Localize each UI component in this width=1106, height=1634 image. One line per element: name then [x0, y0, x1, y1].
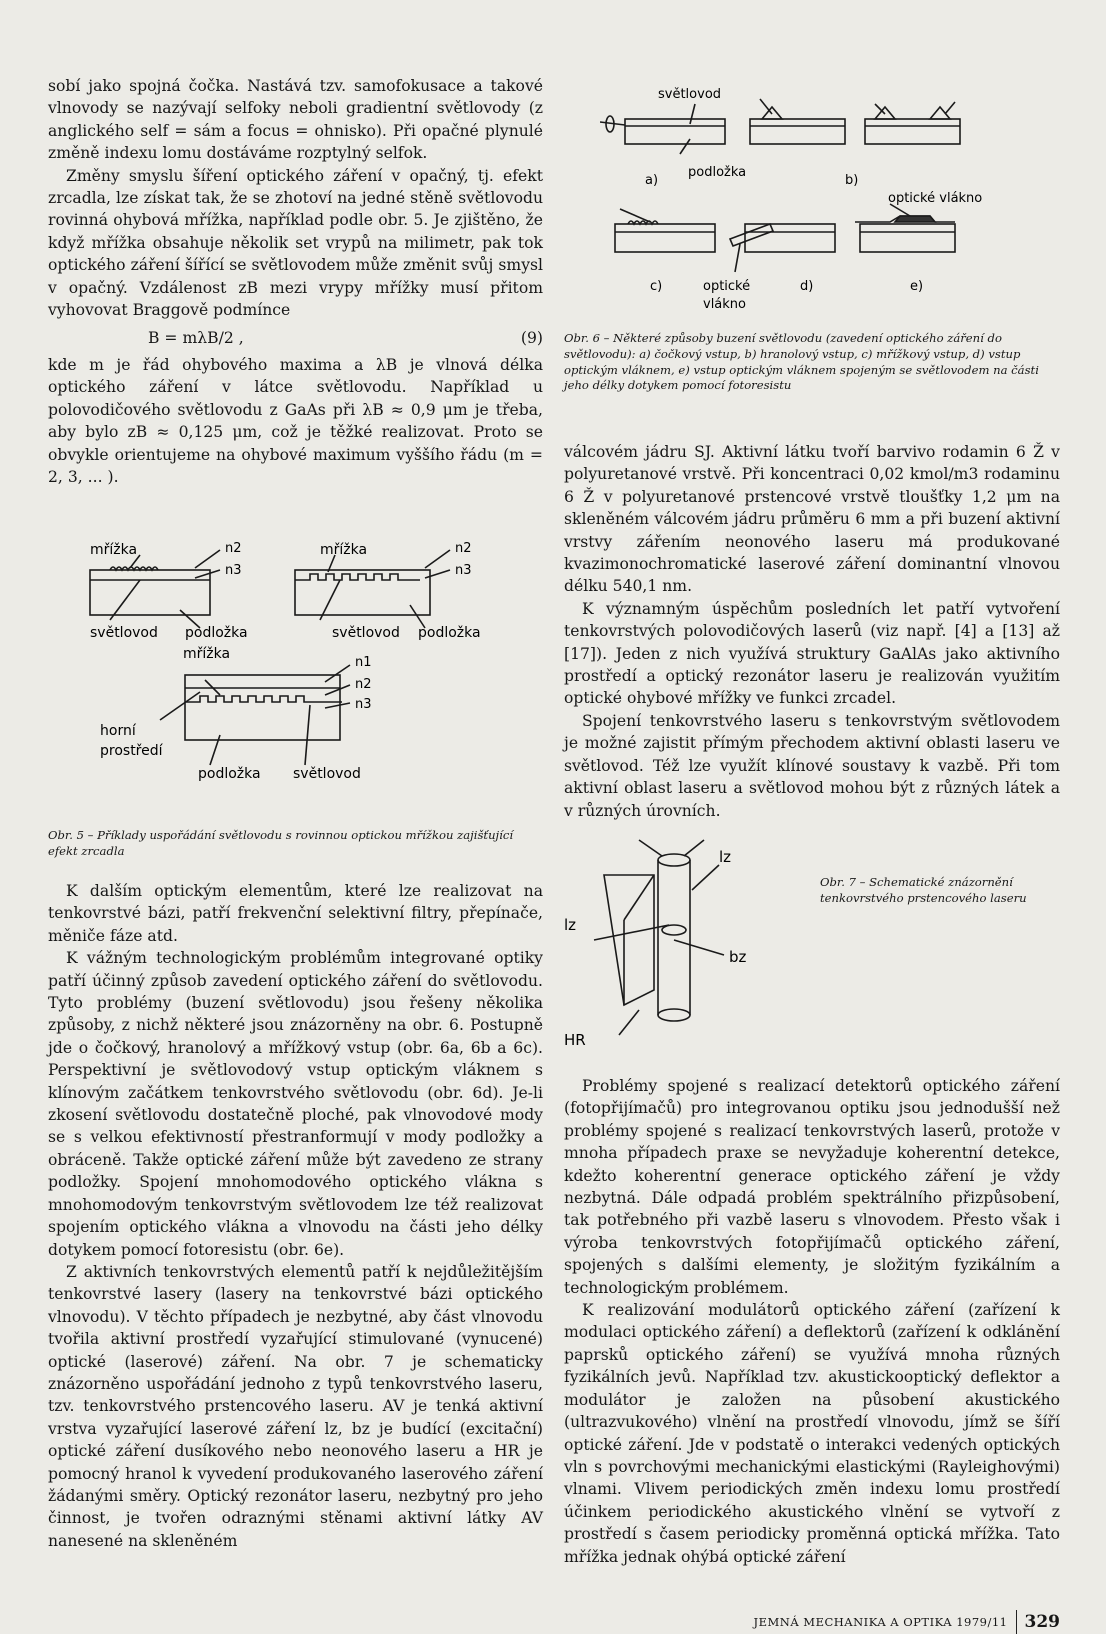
fig5-label: podložka	[418, 625, 481, 641]
figure-6-diagram	[600, 84, 1040, 314]
paragraph: válcovém jádru SJ. Aktivní látku tvoří barvivo rodamin 6 Ž v polyuretanové vrstvě. Při koncentraci 0,02 kmol/m3 rodaminu 6 Ž v polyuretanové prstencové vrstvě tloušťky 1,2 μm na skleněném válcovém jádru průměru 6 mm a při buzení aktivní vrstvy zářením neonového laseru má produkované kvazimonochromatické laserové záření dominantní vlnovou délku 540,1 nm.	[564, 443, 1060, 596]
figure-6-caption: Obr. 6 – Některé způsoby buzení světlovodu (zavedení optického záření do světlovodu): a) čočkový vstup, b) hranolový vstup, c) mřížkový vstup, d) vstup optickým vláknem, e) vstup optickým vláknem spojeným se světlovodem na části jeho délky dotykem pomocí fotoresistu	[564, 331, 1039, 393]
paragraph: Problémy spojené s realizací detektorů optického záření (fotopřijímačů) pro integrovanou optiku jsou jednodušší než problémy spojené s realizací tenkovrstvých laserů, protože v mnoha případech praxe se nevyžaduje koherentní detekce, kdežto koherentní generace optického záření je vždy nezbytná. Dále odpadá problém spektrálního přizpůsobení, tak potřebného při vazbě laseru s vlnovodem. Přesto však i výroba tenkovrstvých fotopřijímačů optického záření, spojených s dalšími elementy, je složitým fyzikálním a technologickým problémem.	[564, 1077, 1060, 1297]
paragraph: sobí jako spojná čočka. Nastává tzv. samofokusace a takové vlnovody se nazývají selfoky neboli gradientní světlovody (z anglického self = sám a focus = ohnisko). Při opačné plynulé změně indexu lomu dostáváme rozptylný selfok.	[48, 77, 543, 163]
fig5-label: n2	[355, 677, 372, 692]
fig7-label: HR	[564, 1031, 586, 1049]
right-column-middle	[564, 441, 1060, 822]
fig5-label: n2	[225, 541, 242, 556]
fig6-label: optické vlákno	[888, 191, 983, 206]
fig6-label: c)	[650, 279, 663, 294]
fig5-label: mřížka	[90, 542, 138, 558]
fig7-label: lz	[719, 848, 732, 866]
fig6-label: a)	[645, 173, 659, 188]
fig6-label: d)	[800, 279, 814, 294]
paragraph: kde m je řád ohybového maxima a λB je vlnová délka optického záření v látce světlovodu. Například u polovodičového světlovodu z GaAs při λB ≈ 0,9 μm je třeba, aby bylo zB ≈ 0,125 μm, což je těžké realizovat. Proto se obvykle orientujeme na ohybové maximum vyššího řádu (m = 2, 3, ... ).	[48, 355, 543, 486]
fig5-label: prostředí	[100, 743, 163, 759]
fig5-label: podložka	[185, 625, 248, 641]
fig6-label: vlákno	[703, 297, 746, 312]
fig6-label: optické	[703, 279, 751, 294]
fig7-label: lz	[564, 916, 577, 934]
figure-5-caption: Obr. 5 – Příklady uspořádání světlovodu s rovinnou optickou mřížkou zajišťující efekt zrcadla	[48, 828, 514, 858]
paragraph: Spojení tenkovrstvého laseru s tenkovrstvým světlovodem je možné zajistit přímým přechodem aktivní oblasti laseru ve světlovod. Též lze využít klínové soustavy k vazbě. Při tom aktivní oblast laseru a světlovod mohou být z různých látek a v různých úrovních.	[564, 711, 1060, 820]
fig5-label: světlovod	[293, 766, 361, 782]
fig5-label: světlovod	[332, 625, 400, 641]
fig5-label: n2	[455, 541, 472, 556]
page-number: 329	[1024, 1612, 1060, 1632]
fig5-label: n3	[355, 697, 372, 712]
fig5-label: podložka	[198, 766, 261, 782]
fig6-label: podložka	[688, 165, 747, 180]
figure-5-diagram	[80, 540, 500, 785]
fig6-label: světlovod	[658, 87, 722, 102]
figure-7-caption: Obr. 7 – Schematické znázornění tenkovrstvého prstencového laseru	[820, 875, 1027, 905]
paragraph: K vážným technologickým problémům integrované optiky patří účinný způsob zavedení optického záření do světlovodu. Tyto problémy (buzení světlovodu) jsou řešeny několika způsoby, z nichž některé jsou znázorněny na obr. 6. Postupně jde o čočkový, hranolový a mřížkový vstup (obr. 6a, 6b a 6c). Perspektivní je světlovodový vstup optickým vláknem s klínovým začátkem tenkovrstvého světlovodu (obr. 6d). Je-li zkosení světlovodu dostatečně ploché, pak vlnovodové mody se s velkou efektivností přestranformují v mody podložky a obráceně. Takže optické záření může být zavedeno ze strany podložky. Spojení mnohomodového optického vlákna s mnohomodovým tenkovrstvým světlovodem lze též realizovat spojením optického vlákna a vlnovodu na části jeho délky dotykem pomocí fotoresistu (obr. 6e).	[48, 949, 543, 1259]
right-column-bottom	[564, 1075, 1060, 1568]
left-column-bottom	[48, 880, 543, 1552]
left-column-top	[48, 75, 543, 488]
footer-divider	[1016, 1610, 1017, 1634]
equation-number: (9)	[520, 329, 543, 348]
fig5-label: horní	[100, 723, 136, 739]
paragraph: K realizování modulátorů optického záření (zařízení k modulaci optického záření) a deflektorů (zařízení k odklánění paprsků optického záření) se využívá mnoha různých fyzikálních jevů. Například tzv. akustickooptický deflektor a modulátor je založen na působení akustického (ultrazvukového) vlnění na prostředí vlnovodu, jímž se šíří optické záření. Jde v podstatě o interakci vedených optických vln s povrchovými mechanickými elastickými (Rayleighovými) vlnami. Vlivem periodických změn indexu lomu prostředí účinkem periodického akustického vlnění se vytvoří z prostředí s časem periodicky proměnná optická mřížka. Tato mřížka jednak ohýbá optické záření	[564, 1301, 1060, 1566]
paragraph: Změny smyslu šíření optického záření v opačný, tj. efekt zrcadla, lze získat tak, že se zhotoví na jedné stěně světlovodu rovinná ohybová mřížka, například podle obr. 5. Je zjištěno, že když mřížka obsahuje několik set vrypů na milimetr, pak tok optického záření šířící se světlovodem může změnit svůj smysl v opačný. Vzdálenost zB mezi vrypy mřížky musí přitom vyhovovat Braggově podmínce	[48, 166, 543, 320]
equation-9	[48, 321, 543, 353]
page-footer	[700, 1610, 1060, 1634]
equation-text: B = mλB/2 ,	[148, 329, 244, 348]
journal-name: JEMNÁ MECHANIKA A OPTIKA 1979/11	[753, 1615, 1008, 1629]
fig5-label: n3	[225, 563, 242, 578]
paragraph: Z aktivních tenkovrstvých elementů patří k nejdůležitějším tenkovrstvé lasery (lasery na tenkovrstvé bázi optického vlnovodu). V těchto případech je nezbytné, aby část vlnovodu tvořila aktivní prostředí vyzařující stimulované (vynucené) optické (laserové) záření. Na obr. 7 je schematicky znázorněno uspořádání jednoho z typů tenkovrstvého laseru, tzv. tenkovrstvého prstencového laseru. AV je tenká aktivní vrstva vyzařující laserové záření lz, bz je budící (excitační) optické záření dusíkového nebo neonového laseru a HR je pomocný hranol k vyvedení produkovaného laserového záření žádanými směry. Optický rezonátor laseru, nezbytný pro jeho činnost, je tvořen odraznými stěnami aktivní látky AV nanesené na skleněném	[48, 1262, 543, 1550]
fig7-label: bz	[729, 948, 747, 966]
fig6-label: b)	[845, 173, 859, 188]
fig5-label: světlovod	[90, 625, 158, 641]
fig5-label: mřížka	[183, 646, 231, 662]
paragraph: K významným úspěchům posledních let patří vytvoření tenkovrstvých polovodičových laserů (viz např. [4] a [13] až [17]). Jeden z nich využívá struktury GaAlAs jako aktivního prostředí a optický rezonátor laseru je realizován využitím optické ohybové mřížky ve funkci zrcadel.	[564, 599, 1060, 708]
fig5-label: mřížka	[320, 542, 368, 558]
fig5-label: n3	[455, 563, 472, 578]
fig5-label: n1	[355, 655, 372, 670]
figure-7-diagram	[564, 830, 814, 1060]
paragraph: K dalším optickým elementům, které lze realizovat na tenkovrstvé bázi, patří frekvenční selektivní filtry, přepínače, měniče fáze atd.	[48, 882, 543, 945]
fig6-label: e)	[910, 279, 924, 294]
